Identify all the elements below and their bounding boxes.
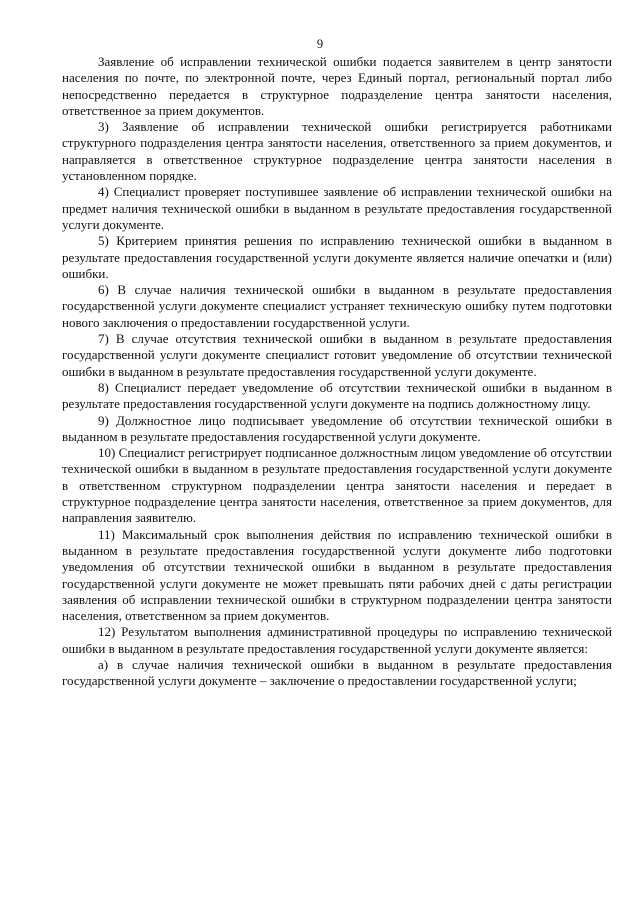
paragraph-item-11: 11) Максимальный срок выполнения действия по исправлению технической ошибки в выданном в результате предоставления государственной услуги документе либо подготовки уведомления об отсутствии технической ошибки в выданном в результате предоставления государственной услуги документе не может превышать пяти рабочих дней с даты регистрации заявления об исправлении технической ошибки в структурном подразделении центра занятости населения, ответственном за прием документов. [62, 526, 612, 624]
paragraph-item-9: 9) Должностное лицо подписывает уведомление об отсутствии технической ошибки в выданном в результате предоставления государственной услуги документе. [62, 412, 612, 444]
paragraph-item-7: 7) В случае отсутствия технической ошибки в выданном в результате предоставления государственной услуги документе специалист готовит уведомление об отсутствии технической ошибки в выданном в результате предоставления государственной услуги документе. [62, 331, 612, 379]
document-body [62, 54, 612, 690]
paragraph-item-10: 10) Специалист регистрирует подписанное должностным лицом уведомление об отсутствии технической ошибки в выданном в результате предоставления государственной услуги документе в ответственном структурном подразделении центра занятости населения и передает в структурное подразделение центра занятости населения, ответственное за прием документов, для направления заявителю. [62, 445, 612, 526]
paragraph-item-8: 8) Специалист передает уведомление об отсутствии технической ошибки в выданном в результате предоставления государственной услуги документе на подпись должностному лицу. [62, 379, 612, 412]
paragraph-item-3: 3) Заявление об исправлении технической ошибки регистрируется работниками структурного подразделения центра занятости населения, ответственного за прием документов, и направляется в ответственное структурное подразделение центра занятости населения в установленном порядке. [62, 119, 612, 184]
page-number: 9 [316, 37, 324, 51]
paragraph-item-5: 5) Критерием принятия решения по исправлению технической ошибки в выданном в результате предоставления государственной услуги документе является наличие опечатки и (или) ошибки. [62, 233, 612, 281]
paragraph-item-12: 12) Результатом выполнения административной процедуры по исправлению технической ошибки в выданном в результате предоставления государственной услуги документе является: [62, 624, 612, 656]
paragraph-item-4: 4) Специалист проверяет поступившее заявление об исправлении технической ошибки на предмет наличия технической ошибки в выданном в результате предоставления государственной услуги документе. [62, 184, 612, 232]
paragraph-application-submission: Заявление об исправлении технической ошибки подается заявителем в центр занятости населения по почте, по электронной почте, через Единый портал, региональный портал либо непосредственно передается в структурное подразделение центра занятости населения, ответственное за прием документов. [62, 54, 612, 118]
paragraph-subitem-a: а) в случае наличия технической ошибки в выданном в результате предоставления государственной услуги документе – заключение о предоставлении государственной услуги; [62, 656, 612, 689]
paragraph-item-6: 6) В случае наличия технической ошибки в выданном в результате предоставления государственной услуги документе специалист устраняет техническую ошибку путем подготовки нового заключения о предоставлении государственной услуги. [62, 282, 612, 330]
